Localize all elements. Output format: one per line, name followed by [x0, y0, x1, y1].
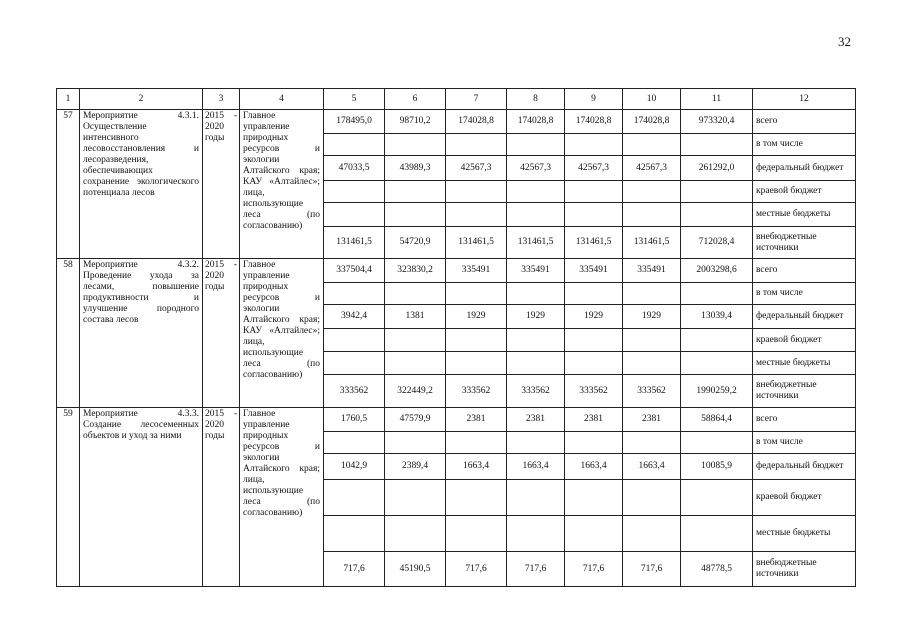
funding-source-label: местные бюджеты — [753, 516, 856, 552]
column-number-header: 4 — [240, 89, 324, 110]
funding-value-cell: 1042,9 — [324, 454, 385, 480]
funding-value-cell: 42567,3 — [507, 156, 565, 181]
funding-value-cell: 323830,2 — [385, 259, 446, 283]
period-start: 2015 — [205, 409, 224, 419]
measure-period — [203, 259, 240, 408]
funding-source-label: местные бюджеты — [753, 203, 856, 227]
funding-value-cell: 1929 — [507, 305, 565, 329]
funding-value-cell: 712028,4 — [681, 227, 753, 259]
funding-source-label: краевой бюджет — [753, 329, 856, 352]
funding-value-cell: 43989,3 — [385, 156, 446, 181]
funding-value-cell — [681, 432, 753, 454]
funding-source-label: федеральный бюджет — [753, 305, 856, 329]
period-unit: годы — [205, 133, 225, 143]
funding-value-cell — [446, 181, 507, 203]
funding-value-cell — [324, 203, 385, 227]
funding-value-cell: 131461,5 — [507, 227, 565, 259]
funding-value-cell: 174028,8 — [446, 110, 507, 134]
funding-value-cell: 717,6 — [324, 552, 385, 587]
funding-value-cell: 3942,4 — [324, 305, 385, 329]
funding-source-label: внебюджетные источники — [753, 375, 856, 408]
page-number: 32 — [838, 34, 851, 49]
funding-value-cell: 335491 — [446, 259, 507, 283]
funding-value-cell — [681, 480, 753, 516]
measure-description: Мероприятие 4.3.1. Осуществление интенсивного лесовосстановления и лесоразведения, обеспечивающих сохранение экологического потенциала лесов — [80, 110, 203, 259]
funding-value-cell — [385, 516, 446, 552]
funding-value-cell: 42567,3 — [565, 156, 623, 181]
funding-value-cell — [507, 480, 565, 516]
column-number-header: 2 — [80, 89, 203, 110]
funding-value-cell: 54720,9 — [385, 227, 446, 259]
funding-value-cell: 48778,5 — [681, 552, 753, 587]
funding-value-cell: 333562 — [446, 375, 507, 408]
funding-value-cell — [385, 329, 446, 352]
funding-source-label: внебюджетные источники — [753, 227, 856, 259]
funding-source-label: в том числе — [753, 432, 856, 454]
funding-value-cell: 178495,0 — [324, 110, 385, 134]
funding-value-cell: 1663,4 — [623, 454, 681, 480]
funding-value-cell: 13039,4 — [681, 305, 753, 329]
period-end: 2020 — [205, 271, 224, 281]
funding-value-cell — [446, 203, 507, 227]
funding-value-cell — [623, 329, 681, 352]
funding-value-cell — [385, 432, 446, 454]
funding-value-cell — [623, 283, 681, 305]
funding-value-cell — [446, 480, 507, 516]
funding-value-cell — [507, 181, 565, 203]
funding-value-cell: 717,6 — [507, 552, 565, 587]
table-row — [57, 110, 856, 134]
funding-value-cell: 333562 — [565, 375, 623, 408]
period-dash: - — [233, 409, 237, 419]
funding-value-cell — [446, 352, 507, 375]
funding-value-cell: 47033,5 — [324, 156, 385, 181]
funding-value-cell: 1929 — [565, 305, 623, 329]
funding-value-cell: 1663,4 — [507, 454, 565, 480]
funding-source-label: в том числе — [753, 283, 856, 305]
funding-value-cell: 98710,2 — [385, 110, 446, 134]
table-row — [57, 259, 856, 283]
funding-value-cell: 174028,8 — [623, 110, 681, 134]
funding-value-cell — [565, 432, 623, 454]
funding-value-cell — [324, 329, 385, 352]
funding-value-cell — [507, 329, 565, 352]
period-dash: - — [233, 260, 237, 270]
funding-value-cell: 333562 — [324, 375, 385, 408]
funding-value-cell: 131461,5 — [565, 227, 623, 259]
funding-value-cell: 2381 — [565, 408, 623, 432]
measure-number: 57 — [57, 110, 80, 259]
funding-value-cell: 47579,9 — [385, 408, 446, 432]
column-number-header: 10 — [623, 89, 681, 110]
funding-value-cell: 45190,5 — [385, 552, 446, 587]
funding-value-cell — [507, 432, 565, 454]
funding-value-cell — [446, 432, 507, 454]
measure-executor: Главное управление природных ресурсов и экологии Алтайского края; лица, использующие леса (по согласованию) — [240, 408, 324, 587]
funding-value-cell — [507, 134, 565, 156]
funding-value-cell: 261292,0 — [681, 156, 753, 181]
funding-value-cell — [507, 352, 565, 375]
funding-value-cell — [565, 283, 623, 305]
funding-value-cell — [385, 352, 446, 375]
funding-value-cell: 2003298,6 — [681, 259, 753, 283]
column-number-header: 5 — [324, 89, 385, 110]
funding-value-cell: 131461,5 — [446, 227, 507, 259]
funding-value-cell — [324, 516, 385, 552]
column-number-header: 9 — [565, 89, 623, 110]
funding-value-cell: 335491 — [507, 259, 565, 283]
funding-value-cell: 973320,4 — [681, 110, 753, 134]
funding-value-cell — [565, 352, 623, 375]
funding-value-cell: 174028,8 — [507, 110, 565, 134]
funding-value-cell: 333562 — [623, 375, 681, 408]
funding-source-label: всего — [753, 259, 856, 283]
measure-number: 59 — [57, 408, 80, 587]
funding-source-label: всего — [753, 110, 856, 134]
funding-value-cell — [324, 432, 385, 454]
funding-value-cell: 2381 — [507, 408, 565, 432]
funding-value-cell: 1381 — [385, 305, 446, 329]
funding-value-cell: 322449,2 — [385, 375, 446, 408]
column-number-header: 1 — [57, 89, 80, 110]
funding-value-cell: 131461,5 — [324, 227, 385, 259]
period-dash: - — [233, 111, 237, 121]
funding-value-cell — [681, 329, 753, 352]
funding-value-cell — [565, 329, 623, 352]
funding-value-cell — [507, 283, 565, 305]
funding-source-label: в том числе — [753, 134, 856, 156]
period-end: 2020 — [205, 420, 224, 430]
funding-value-cell: 337504,4 — [324, 259, 385, 283]
measure-number: 58 — [57, 259, 80, 408]
funding-value-cell: 1760,5 — [324, 408, 385, 432]
funding-value-cell: 335491 — [565, 259, 623, 283]
period-start: 2015 — [205, 260, 224, 270]
funding-value-cell — [385, 203, 446, 227]
funding-value-cell — [565, 134, 623, 156]
program-measures-table — [56, 88, 856, 587]
funding-source-label: федеральный бюджет — [753, 156, 856, 181]
funding-value-cell — [446, 516, 507, 552]
funding-value-cell — [681, 181, 753, 203]
funding-value-cell: 717,6 — [446, 552, 507, 587]
funding-source-label: местные бюджеты — [753, 352, 856, 375]
funding-value-cell — [681, 134, 753, 156]
funding-source-label: федеральный бюджет — [753, 454, 856, 480]
funding-value-cell — [324, 283, 385, 305]
funding-source-label: всего — [753, 408, 856, 432]
funding-value-cell — [324, 480, 385, 516]
funding-value-cell — [565, 516, 623, 552]
funding-value-cell — [623, 181, 681, 203]
measure-period — [203, 110, 240, 259]
funding-value-cell — [324, 352, 385, 375]
funding-value-cell — [565, 181, 623, 203]
funding-value-cell — [385, 134, 446, 156]
funding-value-cell — [446, 283, 507, 305]
funding-source-label: краевой бюджет — [753, 181, 856, 203]
funding-value-cell — [565, 480, 623, 516]
column-number-header: 3 — [203, 89, 240, 110]
column-number-header: 11 — [681, 89, 753, 110]
funding-value-cell — [324, 134, 385, 156]
funding-value-cell: 1929 — [623, 305, 681, 329]
funding-value-cell: 10085,9 — [681, 454, 753, 480]
funding-value-cell — [623, 516, 681, 552]
funding-value-cell — [623, 203, 681, 227]
column-number-header: 7 — [446, 89, 507, 110]
funding-value-cell — [623, 432, 681, 454]
funding-value-cell: 335491 — [623, 259, 681, 283]
funding-value-cell: 1663,4 — [565, 454, 623, 480]
funding-value-cell — [681, 283, 753, 305]
funding-value-cell — [623, 134, 681, 156]
funding-value-cell — [681, 516, 753, 552]
funding-value-cell — [507, 203, 565, 227]
measure-executor: Главное управление природных ресурсов и экологии Алтайского края; КАУ «Алтайлес»; лица, использующие леса (по согласованию) — [240, 110, 324, 259]
funding-value-cell: 1929 — [446, 305, 507, 329]
column-number-header: 12 — [753, 89, 856, 110]
funding-value-cell: 1990259,2 — [681, 375, 753, 408]
funding-value-cell: 717,6 — [623, 552, 681, 587]
measure-description: Мероприятие 4.3.2. Проведение ухода за лесами, повышение продуктивности и улучшение породного состава лесов — [80, 259, 203, 408]
funding-value-cell — [623, 480, 681, 516]
funding-value-cell — [385, 480, 446, 516]
period-start: 2015 — [205, 111, 224, 121]
funding-value-cell: 717,6 — [565, 552, 623, 587]
table-row — [57, 408, 856, 432]
funding-value-cell: 2381 — [623, 408, 681, 432]
period-unit: годы — [205, 282, 225, 292]
header-row — [57, 89, 856, 110]
funding-value-cell: 174028,8 — [565, 110, 623, 134]
funding-value-cell: 42567,3 — [623, 156, 681, 181]
measure-period — [203, 408, 240, 587]
funding-value-cell — [446, 134, 507, 156]
measure-description: Мероприятие 4.3.3. Создание лесосеменных объектов и уход за ними — [80, 408, 203, 587]
funding-source-label: краевой бюджет — [753, 480, 856, 516]
column-number-header: 6 — [385, 89, 446, 110]
funding-value-cell: 333562 — [507, 375, 565, 408]
funding-value-cell — [507, 516, 565, 552]
funding-value-cell — [324, 181, 385, 203]
funding-value-cell — [681, 352, 753, 375]
funding-value-cell — [681, 203, 753, 227]
column-number-header: 8 — [507, 89, 565, 110]
funding-value-cell: 42567,3 — [446, 156, 507, 181]
funding-value-cell — [565, 203, 623, 227]
funding-value-cell: 2381 — [446, 408, 507, 432]
funding-value-cell: 58864,4 — [681, 408, 753, 432]
funding-value-cell — [446, 329, 507, 352]
funding-source-label: внебюджетные источники — [753, 552, 856, 587]
funding-value-cell: 131461,5 — [623, 227, 681, 259]
funding-value-cell — [623, 352, 681, 375]
funding-value-cell: 2389,4 — [385, 454, 446, 480]
funding-value-cell — [385, 283, 446, 305]
funding-value-cell: 1663,4 — [446, 454, 507, 480]
measure-executor: Главное управление природных ресурсов и экологии Алтайского края; КАУ «Алтайлес»; лица, использующие леса (по согласованию) — [240, 259, 324, 408]
funding-value-cell — [385, 181, 446, 203]
period-unit: годы — [205, 431, 225, 441]
period-end: 2020 — [205, 122, 224, 132]
